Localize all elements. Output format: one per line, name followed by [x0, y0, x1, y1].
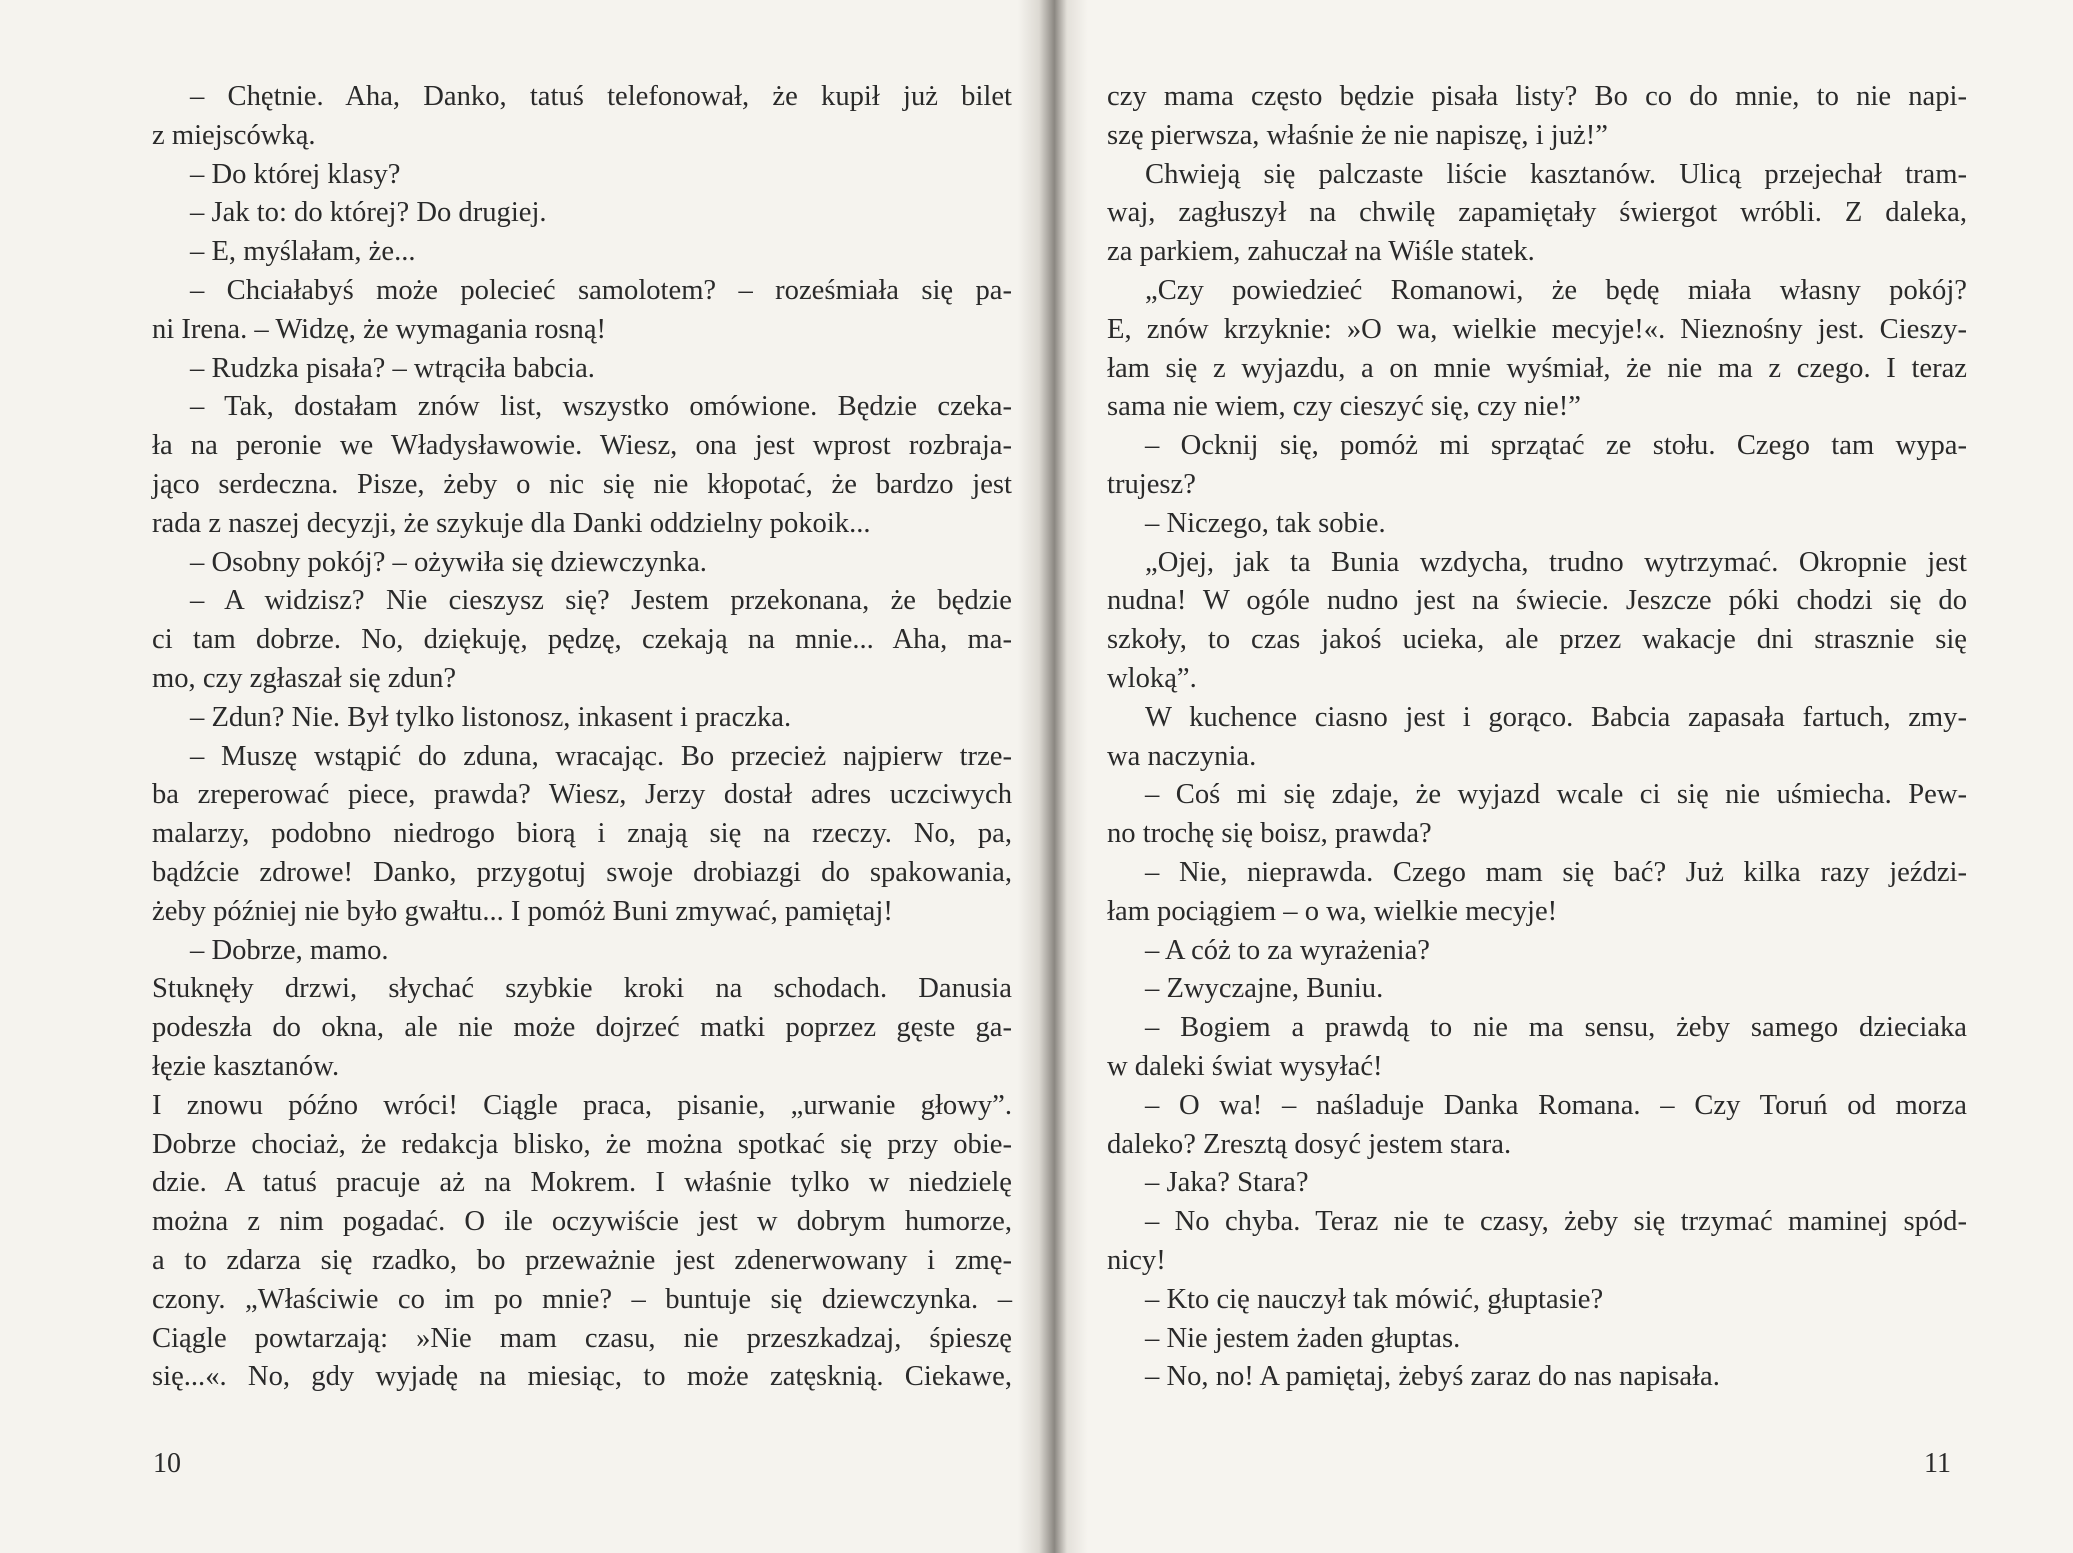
text-line: czy mama często będzie pisała listy? Bo co do mnie, to nie napi-: [1107, 81, 1967, 112]
text-line: – Osobny pokój? – ożywiła się dziewczynka.: [190, 546, 707, 578]
text-line: ła na peronie we Władysławowie. Wiesz, ona jest wprost rozbraja-: [152, 430, 1012, 462]
text-line: podeszła do okna, ale nie może dojrzeć matki poprzez gęste ga-: [152, 1012, 1012, 1044]
text-line: – Niczego, tak sobie.: [1145, 507, 1386, 539]
text-line: się...«. No, gdy wyjadę na miesiąc, to może zatęsknią. Ciekawe,: [152, 1361, 1012, 1393]
text-line: rada z naszej decyzji, że szykuje dla Danki oddzielny pokoik...: [152, 507, 871, 539]
text-line: trujesz?: [1107, 468, 1196, 500]
text-line: – Do której klasy?: [190, 158, 401, 190]
right-page: [1045, 0, 2073, 1553]
text-line: wloką”.: [1107, 662, 1197, 694]
page-number-left: 10: [153, 1448, 181, 1479]
text-line: – Jak to: do której? Do drugiej.: [190, 197, 547, 229]
text-line: no trochę się boisz, prawda?: [1107, 818, 1432, 850]
book-gutter: [1018, 0, 1088, 1553]
text-line: ba zreperować piece, prawda? Wiesz, Jerzy dostał adres uczciwych: [152, 779, 1012, 811]
text-line: sama nie wiem, czy cieszyć się, czy nie!”: [1107, 391, 1581, 423]
text-line: – Jaka? Stara?: [1145, 1167, 1309, 1199]
text-line: – Tak, dostałam znów list, wszystko omówione. Będzie czeka-: [190, 391, 1012, 423]
text-line: I znowu późno wróci! Ciągle praca, pisanie, „urwanie głowy”.: [152, 1089, 1012, 1121]
text-line: – A widzisz? Nie cieszysz się? Jestem przekonana, że będzie: [190, 585, 1012, 617]
text-line: dzie. A tatuś pracuje aż na Mokrem. I właśnie tylko w niedzielę: [152, 1167, 1012, 1199]
text-line: daleko? Zresztą dosyć jestem stara.: [1107, 1128, 1512, 1160]
text-line: szkoły, to czas jakoś ucieka, ale przez wakacje dni strasznie się: [1107, 624, 1967, 656]
text-line: jąco serdeczna. Pisze, żeby o nic się nie kłopotać, że bardzo jest: [152, 468, 1012, 500]
text-line: mo, czy zgłaszał się zdun?: [152, 662, 457, 694]
text-line: – Bogiem a prawdą to nie ma sensu, żeby samego dzieciaka: [1145, 1012, 1967, 1044]
text-line: – Muszę wstąpić do zduna, wracając. Bo przecież najpierw trze-: [190, 740, 1012, 772]
text-line: wa naczynia.: [1107, 740, 1257, 772]
text-line: bądźcie zdrowe! Danko, przygotuj swoje drobiazgi do spakowania,: [152, 856, 1012, 888]
text-line: – No, no! A pamiętaj, żebyś zaraz do nas napisała.: [1145, 1361, 1720, 1393]
text-line: waj, zagłuszył na chwilę zapamiętały świergot wróbli. Z daleka,: [1107, 197, 1967, 229]
text-line: – No chyba. Teraz nie te czasy, żeby się trzymać maminej spód-: [1145, 1206, 1967, 1238]
text-line: – Zwyczajne, Buniu.: [1145, 973, 1384, 1005]
text-line: – Chciałabyś może polecieć samolotem? – roześmiała się pa-: [190, 274, 1012, 306]
text-line: – O wa! – naśladuje Danka Romana. – Czy Toruń od morza: [1145, 1089, 1967, 1121]
text-line: szę pierwsza, właśnie że nie napiszę, i już!”: [1107, 119, 1608, 151]
text-line: czony. „Właściwie co im po mnie? – buntuje się dziewczynka. –: [152, 1283, 1012, 1315]
text-line: z miejscówką.: [152, 119, 316, 151]
text-line: – Ocknij się, pomóż mi sprzątać ze stołu. Czego tam wypa-: [1145, 430, 1967, 462]
text-line: – Rudzka pisała? – wtrąciła babcia.: [190, 352, 595, 384]
text-line: nicy!: [1107, 1244, 1166, 1276]
text-line: Stuknęły drzwi, słychać szybkie kroki na schodach. Danusia: [152, 973, 1012, 1005]
text-line: – Coś mi się zdaje, że wyjazd wcale ci się nie uśmiecha. Pew-: [1145, 779, 1967, 811]
text-line: – E, myślałam, że...: [190, 236, 416, 268]
text-line: ci tam dobrze. No, dziękuję, pędzę, czekają na mnie... Aha, ma-: [152, 624, 1012, 656]
text-line: ni Irena. – Widzę, że wymagania rosną!: [152, 313, 607, 345]
text-line: – Nie, nieprawda. Czego mam się bać? Już kilka razy jeździ-: [1145, 856, 1967, 888]
text-line: – Kto cię nauczył tak mówić, głuptasie?: [1145, 1283, 1604, 1315]
text-line: „Czy powiedzieć Romanowi, że będę miała własny pokój?: [1145, 274, 1967, 306]
text-line: łam pociągiem – o wa, wielkie mecyje!: [1107, 895, 1558, 927]
text-line: łam się z wyjazdu, a on mnie wyśmiał, że nie ma z czego. I teraz: [1107, 352, 1967, 384]
text-line: W kuchence ciasno jest i gorąco. Babcia zapasała fartuch, zmy-: [1145, 701, 1967, 733]
text-line: łęzie kasztanów.: [152, 1050, 340, 1082]
text-line: Dobrze chociaż, że redakcja blisko, że można spotkać się przy obie-: [152, 1128, 1012, 1160]
text-line: można z nim pogadać. O ile oczywiście jest w dobrym humorze,: [152, 1206, 1012, 1238]
text-line: nudna! W ogóle nudno jest na świecie. Jeszcze póki chodzi się do: [1107, 585, 1967, 617]
text-line: Chwieją się palczaste liście kasztanów. Ulicą przejechał tram-: [1145, 158, 1967, 190]
right-page-text: [1107, 78, 1967, 1397]
text-line: E, znów krzyknie: »O wa, wielkie mecyje!«. Nieznośny jest. Cieszy-: [1107, 313, 1967, 345]
page-number-right: 11: [1924, 1448, 1951, 1479]
text-line: – Chętnie. Aha, Danko, tatuś telefonował, że kupił już bilet: [190, 81, 1012, 112]
text-line: – A cóż to za wyrażenia?: [1145, 934, 1431, 966]
text-line: – Nie jestem żaden głuptas.: [1145, 1322, 1461, 1354]
text-line: – Dobrze, mamo.: [190, 934, 389, 966]
text-line: „Ojej, jak ta Bunia wzdycha, trudno wytrzymać. Okropnie jest: [1145, 546, 1967, 578]
left-page-text: [152, 78, 1012, 1397]
text-line: za parkiem, zahuczał na Wiśle statek.: [1107, 236, 1535, 268]
text-line: a to zdarza się rzadko, bo przeważnie jest zdenerwowany i zmę-: [152, 1244, 1012, 1276]
text-line: Ciągle powtarzają: »Nie mam czasu, nie przeszkadzaj, śpieszę: [152, 1322, 1012, 1354]
text-line: żeby później nie było gwałtu... I pomóż Buni zmywać, pamiętaj!: [152, 895, 893, 927]
text-line: w daleki świat wysyłać!: [1107, 1050, 1383, 1082]
text-line: malarzy, podobno niedrogo biorą i znają się na rzeczy. No, pa,: [152, 818, 1012, 850]
text-line: – Zdun? Nie. Był tylko listonosz, inkasent i praczka.: [190, 701, 792, 733]
